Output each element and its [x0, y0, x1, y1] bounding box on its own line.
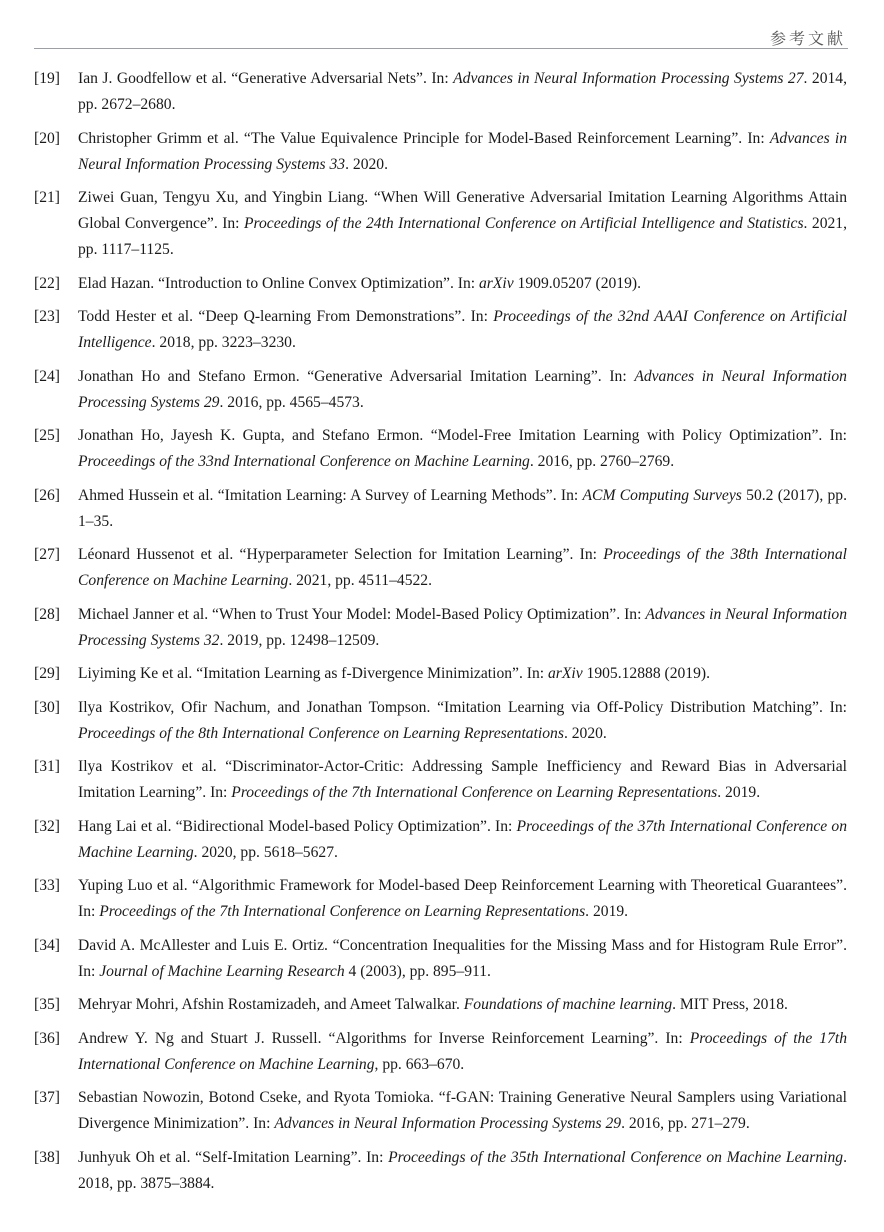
reference-venue: Proceedings of the 8th International Conference on Learning Representations: [78, 724, 564, 742]
reference-entry: [34, 1085, 847, 1137]
reference-text: Christopher Grimm et al. “The Value Equivalence Principle for Model-Based Reinforcement Learning”. In:: [78, 129, 770, 147]
reference-entry: [34, 933, 847, 985]
reference-text: . 2018, pp. 3875–3884.: [78, 1148, 847, 1192]
reference-text: . 2019.: [717, 784, 761, 801]
reference-text: Mehryar Mohri, Afshin Rostamizadeh, and Ameet Talwalkar.: [78, 996, 464, 1013]
reference-entry: [34, 661, 847, 687]
reference-text: Ilya Kostrikov et al. “Discriminator-Actor-Critic: Addressing Sample Inefficiency and Reward Bias in Adversarial Imitation Learning”. In:: [78, 758, 847, 801]
reference-venue: arXiv: [547, 665, 583, 682]
reference-venue: Proceedings of the 32nd AAAI Conference on Artificial Intelligence: [78, 308, 847, 351]
reference-entry: [34, 304, 847, 356]
reference-entry: [34, 364, 847, 416]
reference-number: [19]: [34, 70, 60, 87]
reference-entry: [34, 814, 847, 866]
reference-text: Yuping Luo et al. “Algorithmic Framework for Model-based Deep Reinforcement Learning with Theoretical Guarantees”. In:: [78, 877, 847, 920]
reference-text: Léonard Hussenot et al. “Hyperparameter Selection for Imitation Learning”. In:: [78, 546, 604, 563]
reference-venue: Advances in Neural Information Processing Systems 29: [274, 1115, 622, 1132]
reference-entry: [34, 1145, 847, 1197]
reference-number: [24]: [34, 367, 60, 385]
reference-venue: arXiv: [479, 274, 514, 292]
reference-text: . 2020, pp. 5618–5627.: [193, 843, 338, 861]
reference-number: [33]: [34, 877, 60, 894]
reference-venue: Advances in Neural Information Processing Systems 32: [78, 605, 847, 649]
reference-number: [35]: [34, 996, 60, 1013]
reference-text: Junhyuk Oh et al. “Self-Imitation Learning”. In:: [78, 1148, 389, 1166]
reference-text: . 2020.: [563, 724, 607, 742]
reference-text: . 2016, pp. 2760–2769.: [529, 453, 675, 470]
reference-venue: Proceedings of the 35th International Conference on Machine Learning: [388, 1148, 844, 1166]
reference-number: [20]: [34, 129, 60, 147]
reference-text: Ian J. Goodfellow et al. “Generative Adversarial Nets”. In:: [78, 70, 454, 87]
reference-number: [23]: [34, 308, 60, 325]
reference-text: Todd Hester et al. “Deep Q-learning From Demonstrations”. In:: [78, 308, 494, 325]
reference-venue: Advances in Neural Information Processing Systems 33: [78, 129, 847, 173]
reference-entry: [34, 754, 847, 806]
reference-text: . 2016, pp. 4565–4573.: [219, 393, 364, 411]
reference-text: . 2019, pp. 12498–12509.: [219, 631, 380, 649]
reference-text: . 2019.: [585, 903, 629, 920]
reference-venue: Proceedings of the 7th International Conference on Learning Representations: [231, 784, 718, 801]
reference-venue: ACM Computing Surveys: [582, 486, 742, 504]
reference-entry: [34, 602, 847, 654]
reference-text: Liyiming Ke et al. “Imitation Learning as f-Divergence Minimization”. In:: [78, 665, 548, 682]
reference-number: [22]: [34, 274, 60, 292]
reference-text: . 2018, pp. 3223–3230.: [151, 334, 296, 351]
reference-number: [31]: [34, 758, 60, 775]
reference-text: Ilya Kostrikov, Ofir Nachum, and Jonathan Tompson. “Imitation Learning via Off-Policy Distribution Matching”. In:: [78, 698, 847, 716]
reference-venue: Proceedings of the 33nd International Conference on Machine Learning: [78, 453, 530, 470]
reference-text: Ziwei Guan, Tengyu Xu, and Yingbin Liang. “When Will Generative Adversarial Imitation Learning Algorithms Attain Global Convergence”. In:: [78, 189, 847, 232]
reference-number: [26]: [34, 486, 60, 504]
reference-text: 50.2 (2017), pp. 1–35.: [78, 486, 847, 530]
reference-text: . 2014, pp. 2672–2680.: [78, 70, 847, 113]
reference-venue: Journal of Machine Learning Research: [99, 962, 345, 980]
reference-text: 1909.05207 (2019).: [513, 274, 641, 292]
reference-venue: Foundations of machine learning: [463, 996, 673, 1013]
reference-entry: [34, 992, 847, 1018]
reference-text: . 2021, pp. 4511–4522.: [288, 572, 432, 589]
reference-venue: Proceedings of the 24th International Conference on Artificial Intelligence and Statistics: [244, 215, 804, 232]
reference-venue: Proceedings of the 17th International Conference on Machine Learning: [78, 1029, 847, 1073]
reference-number: [30]: [34, 698, 60, 716]
reference-venue: Proceedings of the 7th International Conference on Learning Representations: [99, 903, 586, 920]
reference-venue: Proceedings of the 38th International Conference on Machine Learning: [78, 546, 847, 589]
reference-entry: [34, 423, 847, 475]
reference-entry: [34, 126, 847, 178]
reference-text: 4 (2003), pp. 895–911.: [344, 962, 491, 980]
reference-list: [34, 66, 847, 1204]
reference-text: . 2016, pp. 271–279.: [621, 1115, 750, 1132]
reference-text: Elad Hazan. “Introduction to Online Convex Optimization”. In:: [78, 274, 479, 292]
reference-text: Michael Janner et al. “When to Trust Your Model: Model-Based Policy Optimization”. In:: [78, 605, 646, 623]
reference-text: David A. McAllester and Luis E. Ortiz. “Concentration Inequalities for the Missing Mass and for Histogram Rule Error”. In:: [78, 936, 847, 980]
reference-number: [27]: [34, 546, 60, 563]
reference-entry: [34, 66, 847, 118]
reference-entry: [34, 483, 847, 535]
reference-venue: Advances in Neural Information Processing Systems 27: [453, 70, 804, 87]
reference-entry: [34, 873, 847, 925]
reference-text: Jonathan Ho, Jayesh K. Gupta, and Stefano Ermon. “Model-Free Imitation Learning with Policy Optimization”. In:: [78, 427, 847, 444]
reference-text: Andrew Y. Ng and Stuart J. Russell. “Algorithms for Inverse Reinforcement Learning”. In:: [78, 1029, 690, 1047]
reference-text: Sebastian Nowozin, Botond Cseke, and Ryota Tomioka. “f-GAN: Training Generative Neural Samplers using Variational Divergence Minimization”. In:: [78, 1089, 847, 1132]
reference-text: . 2020.: [345, 155, 388, 173]
reference-entry: [34, 185, 847, 263]
reference-text: 1905.12888 (2019).: [582, 665, 710, 682]
reference-number: [28]: [34, 605, 60, 623]
reference-number: [36]: [34, 1029, 60, 1047]
page-header: [34, 24, 848, 49]
reference-text: , pp. 663–670.: [374, 1055, 465, 1073]
reference-text: . 2021, pp. 1117–1125.: [78, 215, 847, 258]
reference-text: Ahmed Hussein et al. “Imitation Learning: A Survey of Learning Methods”. In:: [78, 486, 583, 504]
reference-number: [29]: [34, 665, 60, 682]
header-title: 参考文献: [769, 29, 846, 48]
reference-entry: [34, 1026, 847, 1078]
reference-number: [37]: [34, 1089, 60, 1106]
reference-number: [38]: [34, 1148, 60, 1166]
reference-number: [21]: [34, 189, 60, 206]
reference-text: Hang Lai et al. “Bidirectional Model-based Policy Optimization”. In:: [78, 817, 517, 835]
reference-venue: Advances in Neural Information Processing Systems 29: [78, 367, 847, 411]
reference-text: Jonathan Ho and Stefano Ermon. “Generative Adversarial Imitation Learning”. In:: [78, 367, 635, 385]
reference-venue: Proceedings of the 37th International Conference on Machine Learning: [78, 817, 847, 861]
reference-entry: [34, 542, 847, 594]
reference-entry: [34, 271, 847, 297]
reference-number: [32]: [34, 817, 60, 835]
reference-text: . MIT Press, 2018.: [672, 996, 788, 1013]
reference-number: [34]: [34, 936, 60, 954]
reference-entry: [34, 695, 847, 747]
reference-number: [25]: [34, 427, 60, 444]
